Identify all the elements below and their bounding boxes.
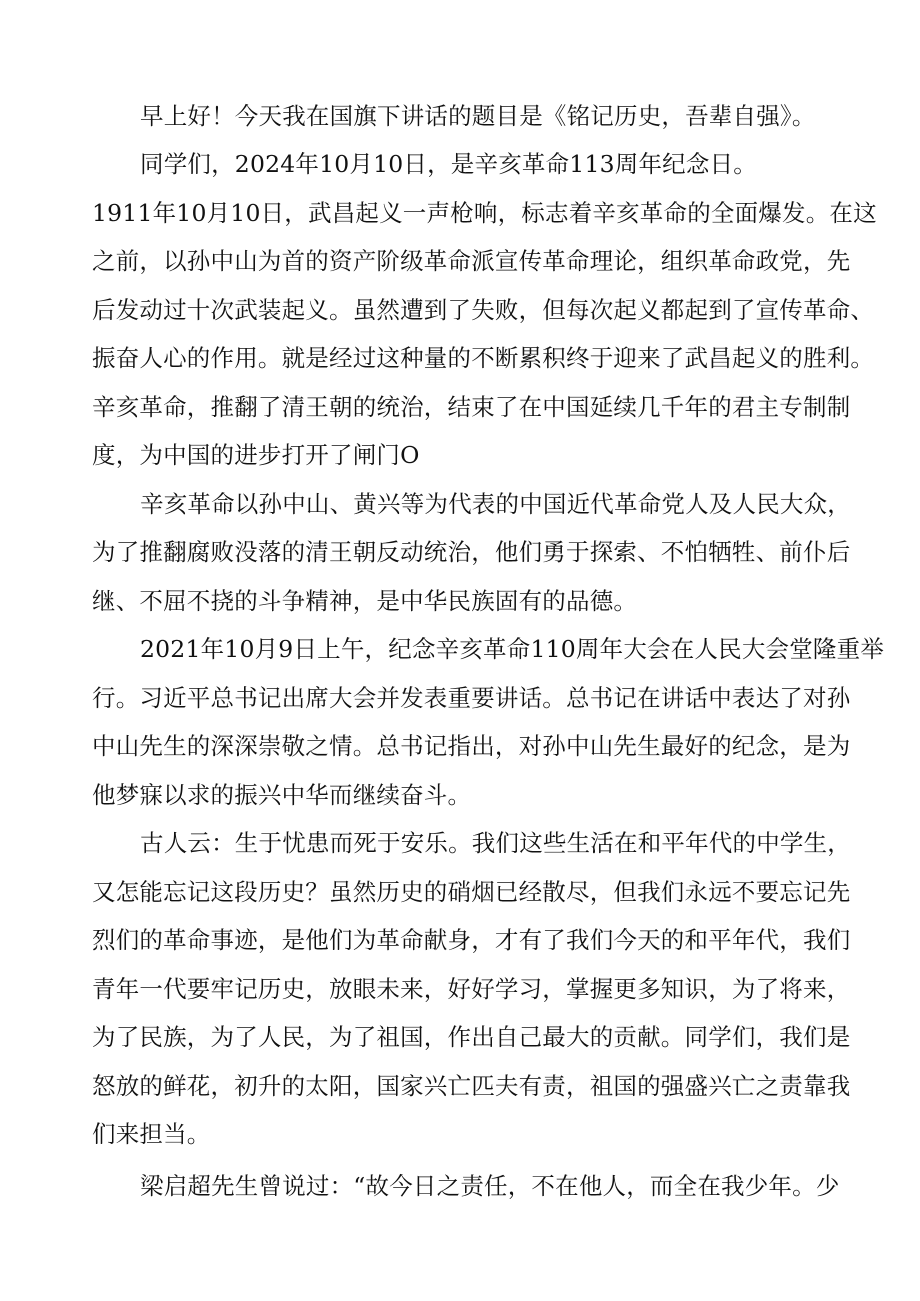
paragraph-line: 1911年10月10日，武昌起义一声枪响，标志着辛亥革命的全面爆发。在这 xyxy=(92,199,877,227)
paragraph-line: 怒放的鲜花，初升的太阳，国家兴亡匹夫有责，祖国的强盛兴亡之责靠我 xyxy=(92,1072,851,1100)
paragraph-line: 古人云：生于忧患而死于安乐。我们这些生活在和平年代的中学生， xyxy=(140,829,851,857)
paragraph-line: 同学们，2024年10月10日，是辛亥革命113周年纪念日。 xyxy=(140,150,757,178)
paragraph-line: 又怎能忘记这段历史？虽然历史的硝烟已经散尽，但我们永远不要忘记先 xyxy=(92,878,851,906)
paragraph-line: 早上好！今天我在国旗下讲话的题目是《铭记历史，吾辈自强》。 xyxy=(140,102,816,130)
paragraph-line: 振奋人心的作用。就是经过这种量的不断累积终于迎来了武昌起义的胜利。 xyxy=(92,344,875,372)
paragraph-line: 为了民族，为了人民，为了祖国，作出自己最大的贡献。同学们，我们是 xyxy=(92,1023,851,1051)
paragraph-line: 辛亥革命，推翻了清王朝的统治，结束了在中国延续几千年的君主专制制 xyxy=(92,393,851,421)
paragraph-line: 烈们的革命事迹，是他们为革命献身，才有了我们今天的和平年代，我们 xyxy=(92,926,851,954)
paragraph-line: 们来担当。 xyxy=(92,1120,211,1148)
paragraph-line: 辛亥革命以孙中山、黄兴等为代表的中国近代革命党人及人民大众， xyxy=(140,490,851,518)
paragraph-line: 行。习近平总书记出席大会并发表重要讲话。总书记在讲话中表达了对孙 xyxy=(92,684,851,712)
paragraph-line: 青年一代要牢记历史，放眼未来，好好学习，掌握更多知识，为了将来， xyxy=(92,975,851,1003)
paragraph-line: 为了推翻腐败没落的清王朝反动统治，他们勇于探索、不怕牺牲、前仆后 xyxy=(92,538,851,566)
paragraph-line: 2021年10月9日上午，纪念辛亥革命110周年大会在人民大会堂隆重举 xyxy=(140,635,885,663)
paragraph-line: 度，为中国的进步打开了闸门O xyxy=(92,441,420,469)
paragraph-line: 梁启超先生曾说过：“故今日之责任，不在他人，而全在我少年。少 xyxy=(140,1172,840,1200)
paragraph-line: 后发动过十次武装起义。虽然遭到了失败，但每次起义都起到了宣传革命、 xyxy=(92,296,875,324)
paragraph-line: 之前，以孙中山为首的资产阶级革命派宣传革命理论，组织革命政党，先 xyxy=(92,247,851,275)
paragraph-line: 继、不屈不挠的斗争精神，是中华民族固有的品德。 xyxy=(92,587,638,615)
paragraph-line: 他梦寐以求的振兴中华而继续奋斗。 xyxy=(92,781,472,809)
paragraph-line: 中山先生的深深崇敬之情。总书记指出，对孙中山先生最好的纪念，是为 xyxy=(92,732,851,760)
